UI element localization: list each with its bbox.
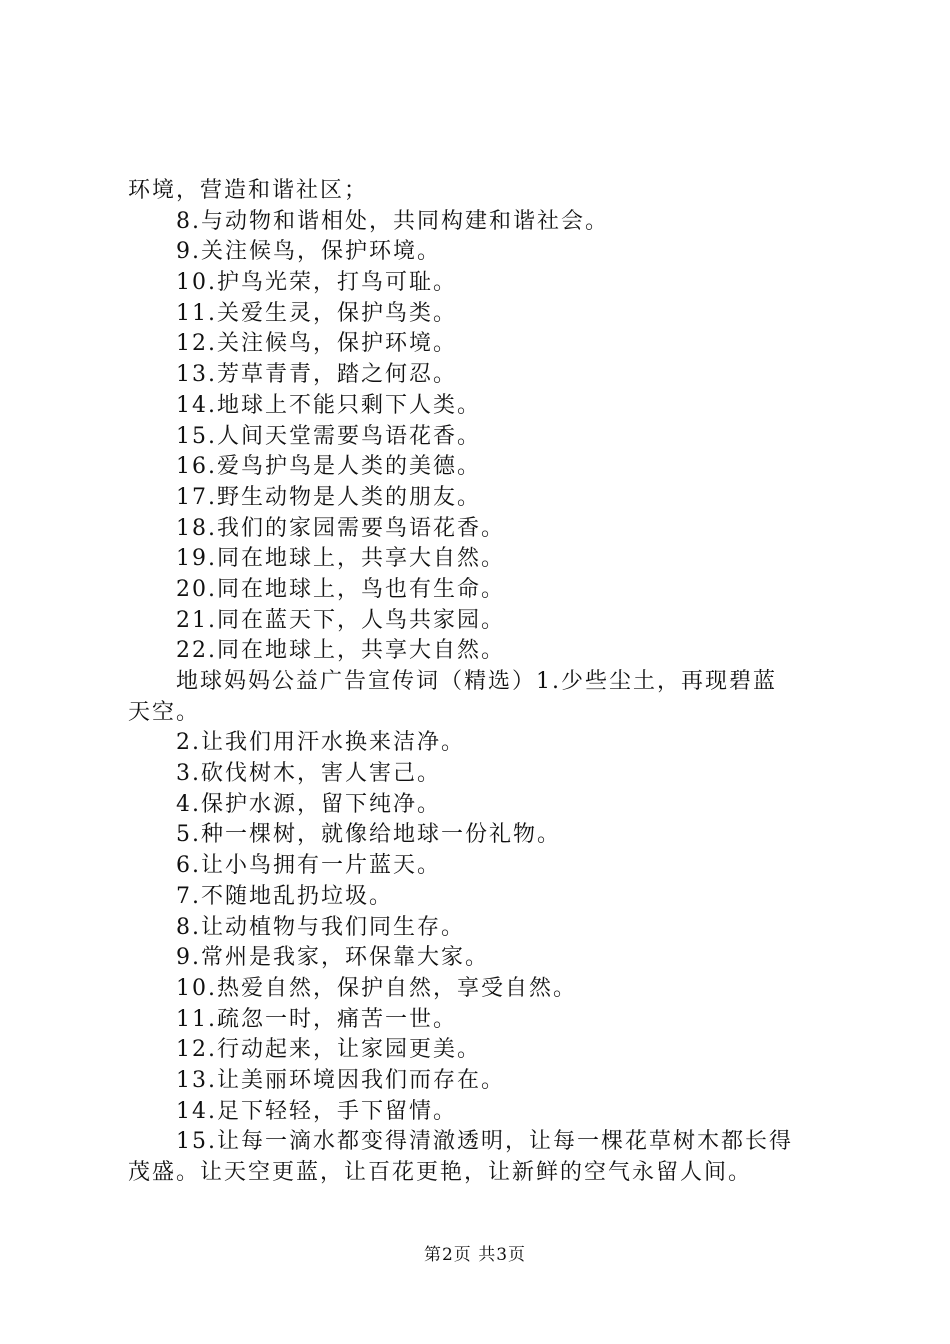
list-item: 9.常州是我家，环保靠大家。 xyxy=(176,945,489,971)
list-item: 22.同在地球上，共享大自然。 xyxy=(176,638,505,664)
section-heading-line: 地球妈妈公益广告宣传词（精选）1.少些尘土，再现碧蓝 xyxy=(176,669,777,694)
list-item: 5.种一棵树，就像给地球一份礼物。 xyxy=(176,822,561,848)
list-item: 2.让我们用汗水换来洁净。 xyxy=(176,730,465,756)
document-body xyxy=(128,176,833,1189)
text-line: 环境，营造和谐社区； xyxy=(128,178,369,203)
list-item: 9.关注候鸟，保护环境。 xyxy=(176,239,441,265)
text-line: 天空。 xyxy=(128,699,201,725)
list-item: 15.让每一滴水都变得清澈透明，让每一棵花草树木都长得 xyxy=(176,1129,793,1155)
list-item: 6.让小鸟拥有一片蓝天。 xyxy=(176,853,441,879)
list-item: 11.疏忽一时，痛苦一世。 xyxy=(176,1006,457,1032)
list-item: 20.同在地球上，鸟也有生命。 xyxy=(176,576,505,602)
list-item: 14.地球上不能只剩下人类。 xyxy=(176,392,481,418)
page-number-footer: 第2页 共3页 xyxy=(423,1245,527,1265)
list-item: 8.与动物和谐相处，共同构建和谐社会。 xyxy=(176,208,609,234)
list-item: 8.让动植物与我们同生存。 xyxy=(176,914,465,940)
list-item: 12.行动起来，让家园更美。 xyxy=(176,1037,481,1063)
list-item: 7.不随地乱扔垃圾。 xyxy=(176,883,393,909)
list-item: 4.保护水源，留下纯净。 xyxy=(176,791,441,817)
list-item: 13.芳草青青，踏之何忍。 xyxy=(176,362,457,388)
list-item: 13.让美丽环境因我们而存在。 xyxy=(176,1067,505,1093)
list-item: 11.关爱生灵，保护鸟类。 xyxy=(176,300,457,326)
list-item: 16.爱鸟护鸟是人类的美德。 xyxy=(176,454,481,480)
list-item: 17.野生动物是人类的朋友。 xyxy=(176,484,481,510)
list-item: 3.砍伐树木，害人害己。 xyxy=(176,761,441,787)
list-item: 14.足下轻轻，手下留情。 xyxy=(176,1098,457,1124)
list-item: 12.关注候鸟，保护环境。 xyxy=(176,331,457,357)
list-item: 10.护鸟光荣，打鸟可耻。 xyxy=(176,270,457,296)
list-item: 18.我们的家园需要鸟语花香。 xyxy=(176,515,505,541)
list-item: 10.热爱自然，保护自然，享受自然。 xyxy=(176,975,577,1001)
text-line: 茂盛。让天空更蓝，让百花更艳，让新鲜的空气永留人间。 xyxy=(128,1160,753,1185)
list-item: 21.同在蓝天下，人鸟共家园。 xyxy=(176,607,505,633)
list-item: 19.同在地球上，共享大自然。 xyxy=(176,546,505,572)
list-item: 15.人间天堂需要鸟语花香。 xyxy=(176,423,481,449)
